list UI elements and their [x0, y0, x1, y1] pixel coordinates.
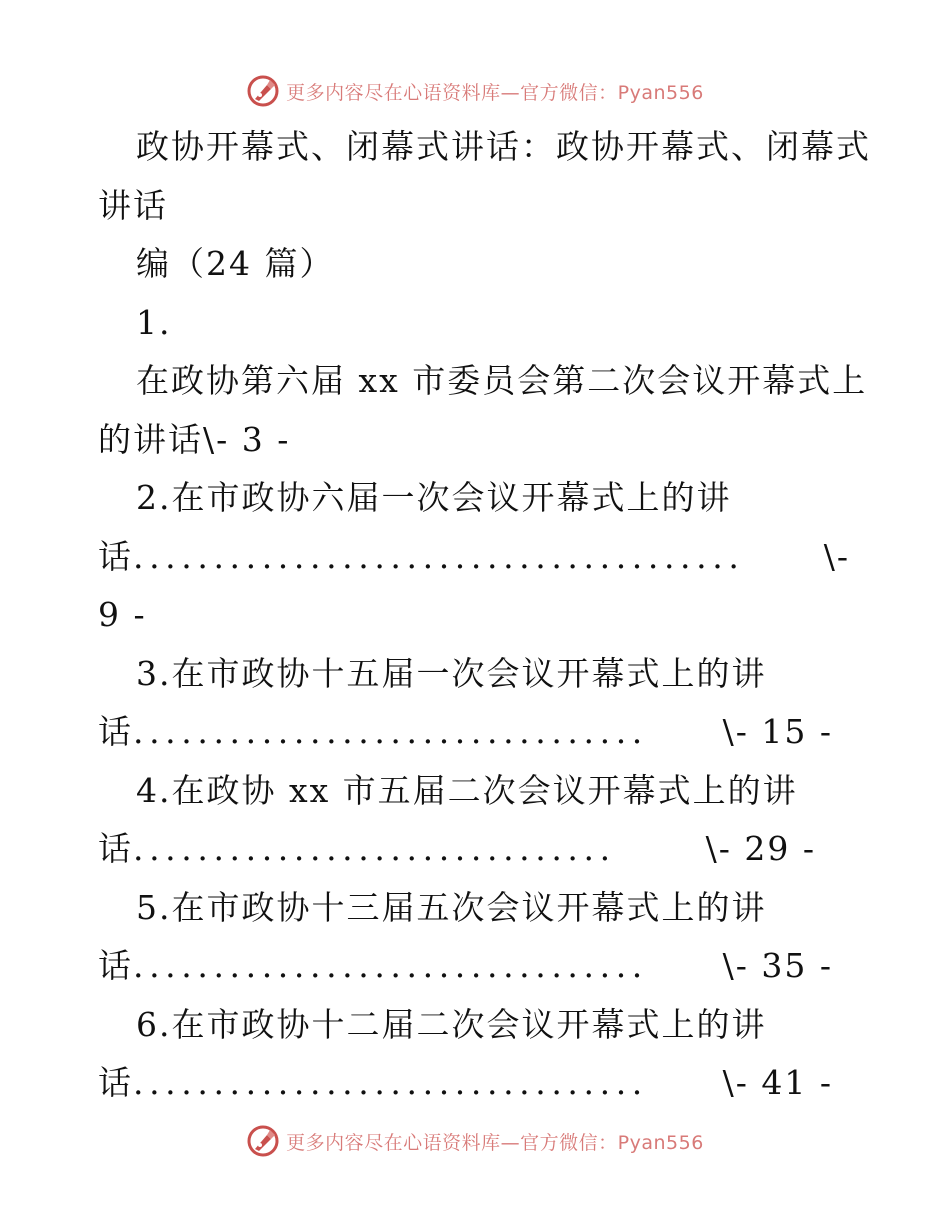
- footer-watermark: [0, 1121, 950, 1161]
- toc-item-5-title-end: 话: [98, 946, 133, 985]
- toc-dot-leader: ......................................: [133, 537, 745, 576]
- toc-item-6-leader-row[interactable]: [98, 1063, 833, 1103]
- toc-dot-leader: ................................: [133, 712, 648, 751]
- toc-item-3-title-end: 话: [98, 712, 133, 751]
- toc-dot-leader: ................................: [133, 946, 648, 985]
- pen-nib-logo-icon: [246, 1124, 280, 1158]
- header-watermark: [0, 71, 950, 111]
- document-title-line-2: 讲话: [98, 186, 168, 225]
- toc-item-6-title-end: 话: [98, 1063, 133, 1102]
- toc-item-2-title-end: 话: [98, 537, 133, 576]
- toc-item-3-page-number: \- 15 -: [722, 712, 833, 751]
- document-title-line-3: 编（24 篇）: [136, 244, 335, 283]
- toc-item-1-title: 在政协第六届 xx 市委员会第二次会议开幕式上: [136, 361, 868, 400]
- toc-item-1-number: 1.: [136, 303, 172, 342]
- toc-dot-leader: ..............................: [133, 829, 616, 868]
- toc-item-4-page-number: \- 29 -: [705, 829, 816, 868]
- toc-item-3-title: 3.在市政协十五届一次会议开幕式上的讲: [136, 654, 767, 693]
- document-title-line-1: 政协开幕式、闭幕式讲话：政协开幕式、闭幕式: [136, 127, 871, 166]
- toc-item-6-page-number: \- 41 -: [722, 1063, 833, 1102]
- toc-item-6-title: 6.在市政协十二届二次会议开幕式上的讲: [136, 1005, 767, 1044]
- toc-item-5-page-number: \- 35 -: [722, 946, 833, 985]
- watermark-text: 更多内容尽在心语资料库—官方微信：Pyan556: [286, 1131, 704, 1154]
- toc-item-5-title: 5.在市政协十三届五次会议开幕式上的讲: [136, 888, 767, 927]
- toc-item-2-title: 2.在市政协六届一次会议开幕式上的讲: [136, 478, 732, 517]
- toc-item-3-leader-row[interactable]: [98, 712, 833, 752]
- toc-item-1-title-cont[interactable]: 的讲话\- 3 -: [98, 420, 291, 459]
- toc-item-5-leader-row[interactable]: [98, 946, 833, 986]
- pen-nib-logo-icon: [246, 74, 280, 108]
- toc-dot-leader: ................................: [133, 1063, 648, 1102]
- toc-item-2-page-number: 9 -: [98, 595, 147, 634]
- toc-item-4-title-end: 话: [98, 829, 133, 868]
- toc-item-2-leader-row[interactable]: [98, 537, 850, 577]
- toc-item-4-leader-row[interactable]: [98, 829, 816, 869]
- watermark-text: 更多内容尽在心语资料库—官方微信：Pyan556: [286, 81, 704, 104]
- toc-item-2-page-prefix: \-: [823, 537, 850, 576]
- toc-item-4-title: 4.在政协 xx 市五届二次会议开幕式上的讲: [136, 771, 798, 810]
